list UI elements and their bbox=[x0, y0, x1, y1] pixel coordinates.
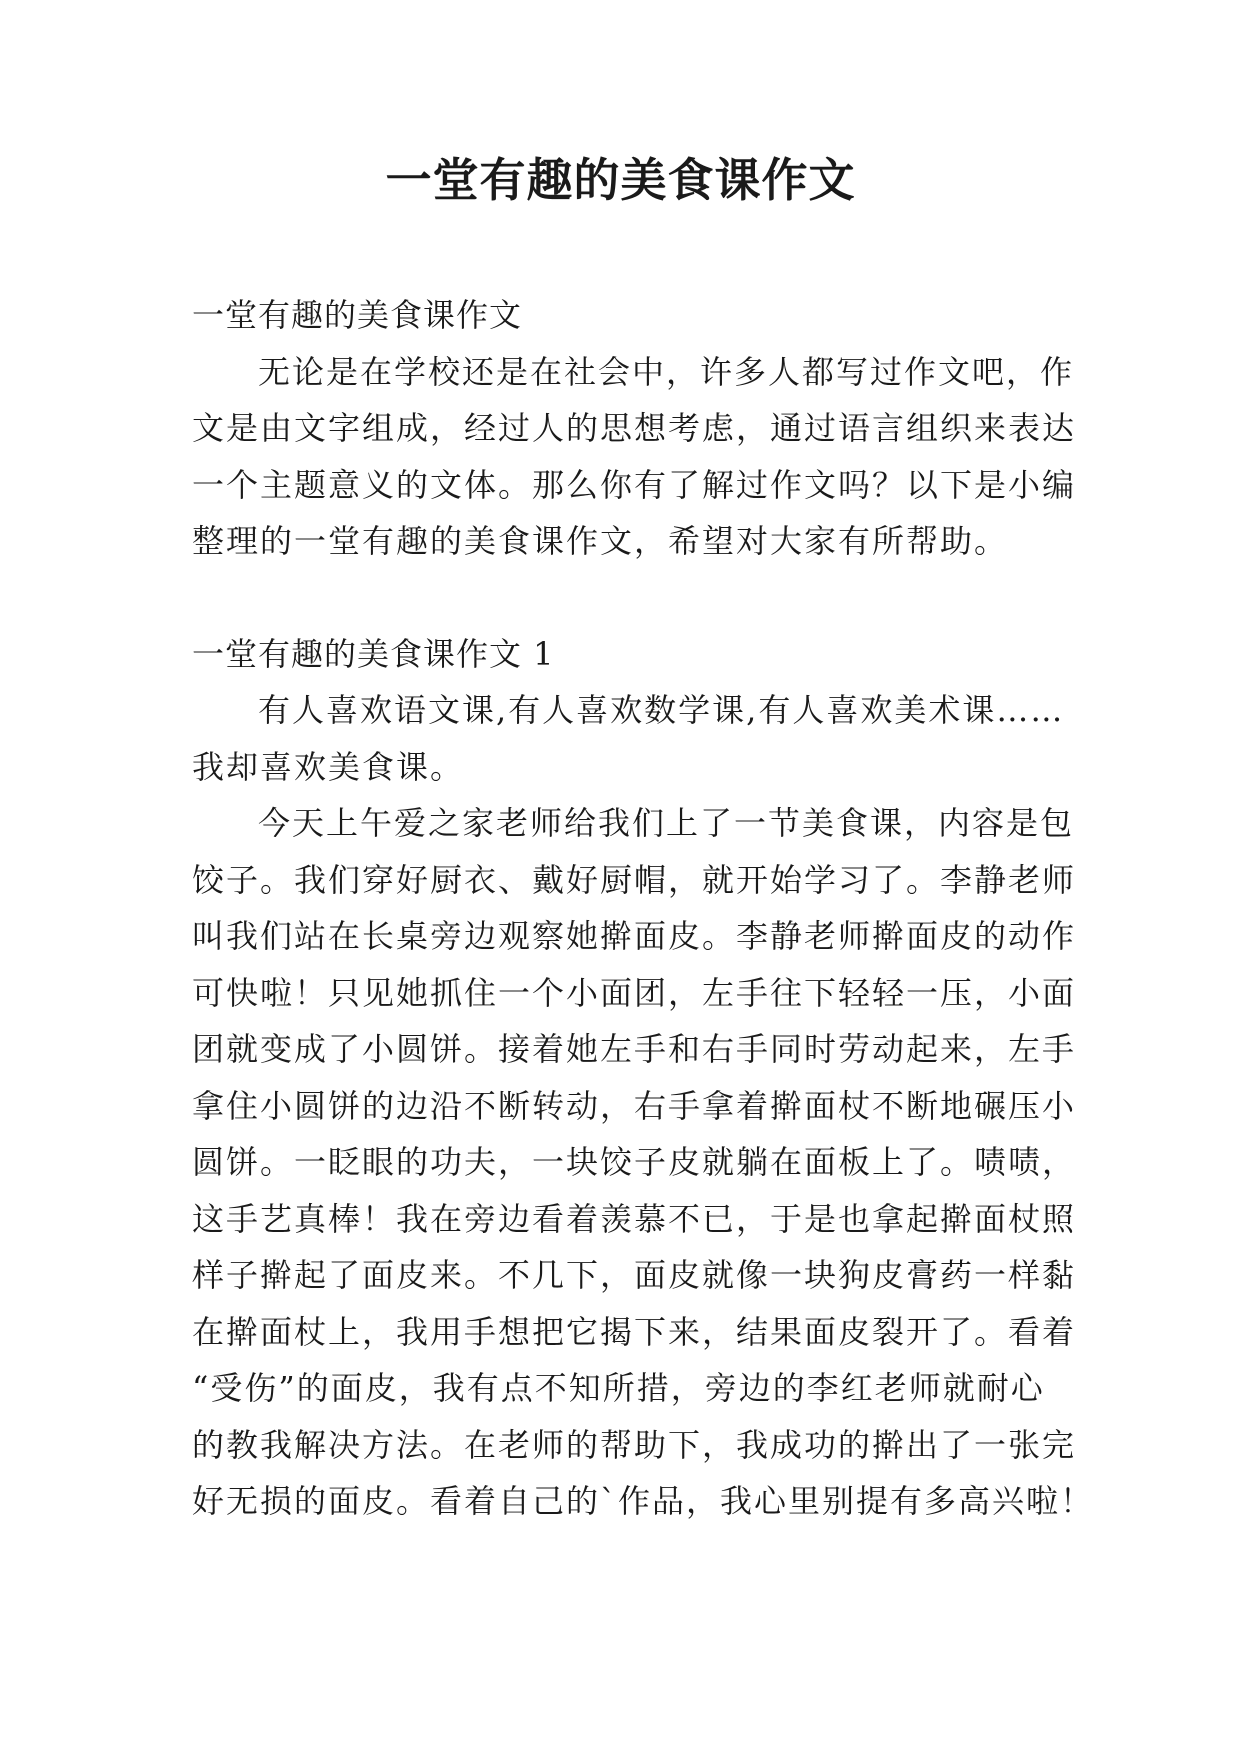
intro-heading: 一堂有趣的美食课作文 bbox=[192, 296, 523, 334]
text-line: 圆饼。一眨眼的功夫，一块饺子皮就躺在面板上了。啧啧， bbox=[192, 1143, 1077, 1181]
text-line: 拿住小圆饼的边沿不断转动，右手拿着擀面杖不断地碾压小 bbox=[192, 1086, 1077, 1125]
text-line: 整理的一堂有趣的美食课作文，希望对大家有所帮助。 bbox=[192, 522, 1009, 560]
text-line: 可快啦！只见她抓住一个小面团，左手往下轻轻一压，小面 bbox=[192, 973, 1077, 1012]
text-line: 的教我解决方法。在老师的帮助下，我成功的擀出了一张完 bbox=[192, 1425, 1077, 1464]
text-line: 好无损的面皮。看着自己的`作品，我心里别提有多高兴啦！ bbox=[192, 1482, 1095, 1520]
text-line: 有人喜欢语文课,有人喜欢数学课,有人喜欢美术课…… bbox=[258, 691, 1065, 729]
text-line: 一个主题意义的文体。那么你有了解过作文吗？以下是小编 bbox=[192, 465, 1077, 504]
text-line: 样子擀起了面皮来。不几下，面皮就像一块狗皮膏药一样黏 bbox=[192, 1256, 1077, 1294]
text-line: 我却喜欢美食课。 bbox=[192, 747, 465, 786]
text-line: 这手艺真棒！我在旁边看着羡慕不已，于是也拿起擀面杖照 bbox=[192, 1199, 1077, 1238]
text-line: 饺子。我们穿好厨衣、戴好厨帽，就开始学习了。李静老师 bbox=[192, 860, 1077, 899]
text-line: 叫我们站在长桌旁边观察她擀面皮。李静老师擀面皮的动作 bbox=[192, 917, 1077, 955]
section-heading: 一堂有趣的美食课作文 1 bbox=[192, 634, 555, 673]
section-spacer bbox=[192, 570, 1052, 626]
text-line: “受伤”的面皮，我有点不知所措，旁边的李红老师就耐心 bbox=[192, 1369, 1045, 1407]
document-body bbox=[192, 287, 1095, 1530]
text-line: 团就变成了小圆饼。接着她左手和右手同时劳动起来，左手 bbox=[192, 1030, 1077, 1068]
intro-paragraph bbox=[192, 344, 1077, 570]
text-line: 在擀面杖上，我用手想把它揭下来，结果面皮裂开了。看着 bbox=[192, 1312, 1077, 1351]
document-title: 一堂有趣的美食课作文 bbox=[385, 153, 856, 207]
paragraph-1 bbox=[192, 682, 1065, 795]
text-line: 无论是在学校还是在社会中，许多人都写过作文吧，作 bbox=[258, 352, 1075, 391]
text-line: 文是由文字组成，经过人的思想考虑，通过语言组织来表达 bbox=[192, 409, 1077, 447]
paragraph-2 bbox=[192, 795, 1095, 1530]
text-line: 今天上午爱之家老师给我们上了一节美食课，内容是包 bbox=[258, 804, 1075, 842]
